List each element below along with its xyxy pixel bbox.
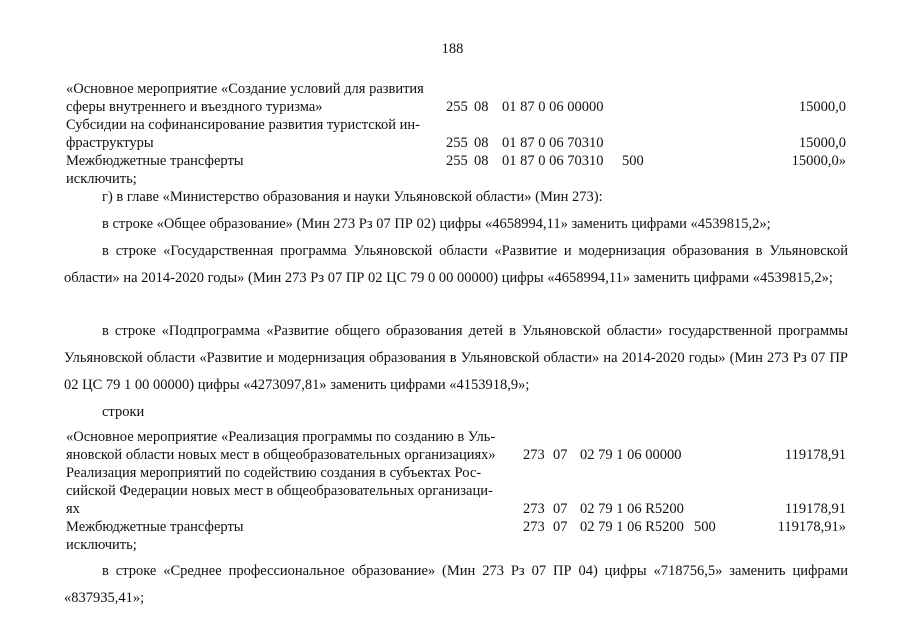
page-number: 188 (441, 41, 464, 57)
paragraph: в строке «Среднее профессиональное образование» (Мин 273 Рз 07 ПР 04) цифры «718756,5» заменить цифрами «837935,41»; (64, 563, 848, 606)
paragraph: в строке «Подпрограмма «Развитие общего образования детей в Ульяновской области» государственной программы Ульяновской области «Развитие и модернизация образования в Ульяновской области» на 2014-2020 годы» (Мин 273 Рз 07 ПР 02 ЦС 79 1 00 00000) цифры «4273097,81» заменить цифрами «4153918,9»; (64, 323, 848, 393)
table-row (66, 500, 856, 518)
table-row (66, 518, 856, 536)
row-name: Межбюджетные трансферты (66, 153, 244, 169)
row-value: 15000,0 (798, 99, 846, 115)
table-row (66, 482, 856, 500)
row-name: исключить; (66, 171, 137, 187)
target-code: 02 79 1 06 00000 (580, 447, 682, 463)
section-code: 07 (553, 447, 568, 463)
target-code: 01 87 0 06 00000 (502, 99, 604, 115)
target-code: 01 87 0 06 70310 (502, 153, 604, 169)
ministry-code: 255 (446, 99, 468, 115)
ministry-code: 273 (523, 501, 545, 517)
section-code: 08 (474, 99, 489, 115)
section-code: 08 (474, 135, 489, 151)
section-code: 07 (553, 501, 568, 517)
row-name: ях (66, 501, 80, 517)
row-value: 15000,0» (791, 153, 846, 169)
row-value: 119178,91 (784, 501, 846, 517)
table-row (66, 98, 856, 116)
table-row (66, 80, 856, 98)
table-row (66, 170, 856, 188)
row-value: 15000,0 (798, 135, 846, 151)
budget-table-tourism (66, 80, 856, 188)
row-name: сферы внутреннего и въездного туризма» (66, 99, 323, 115)
ministry-code: 255 (446, 153, 468, 169)
row-name: Межбюджетные трансферты (66, 519, 244, 535)
ministry-code: 273 (523, 447, 545, 463)
paragraph: в строке «Государственная программа Ульяновской области «Развитие и модернизация образования в Ульяновской области» на 2014-2020 годы» (Мин 273 Рз 07 ПР 02 ЦС 79 0 00 00000) цифры «4658994,11» заменить цифрами «4539815,2»; (64, 243, 848, 286)
row-name: исключить; (66, 537, 137, 553)
row-name: «Основное мероприятие «Создание условий для развития (66, 81, 424, 97)
section-code: 08 (474, 153, 489, 169)
paragraph: в строке «Общее образование» (Мин 273 Рз 07 ПР 02) цифры «4658994,11» заменить цифрами «4539815,2»; (102, 216, 771, 232)
table-row (66, 536, 856, 554)
row-value: 119178,91» (777, 519, 846, 535)
ministry-code: 255 (446, 135, 468, 151)
row-name: яновской области новых мест в общеобразовательных организациях» (66, 447, 496, 463)
row-name: Реализация мероприятий по содействию создания в субъектах Рос- (66, 465, 482, 481)
table-row (66, 152, 856, 170)
row-name: фраструктуры (66, 135, 154, 151)
expense-type-code: 500 (622, 153, 644, 169)
target-code: 02 79 1 06 R5200 (580, 519, 684, 535)
table-row (66, 428, 856, 446)
row-name: Субсидии на софинансирование развития туристской ин- (66, 117, 420, 133)
ministry-code: 273 (523, 519, 545, 535)
table-row (66, 446, 856, 464)
table-row (66, 134, 856, 152)
section-code: 07 (553, 519, 568, 535)
paragraph: строки (102, 404, 145, 420)
budget-table-education (66, 428, 856, 554)
target-code: 02 79 1 06 R5200 (580, 501, 684, 517)
expense-type-code: 500 (694, 519, 716, 535)
row-value: 119178,91 (784, 447, 846, 463)
row-name: «Основное мероприятие «Реализация программы по созданию в Уль- (66, 429, 496, 445)
paragraph: г) в главе «Министерство образования и науки Ульяновской области» (Мин 273): (102, 189, 603, 205)
table-row (66, 116, 856, 134)
row-name: сийской Федерации новых мест в общеобразовательных организаци- (66, 483, 493, 499)
target-code: 01 87 0 06 70310 (502, 135, 604, 151)
table-row (66, 464, 856, 482)
